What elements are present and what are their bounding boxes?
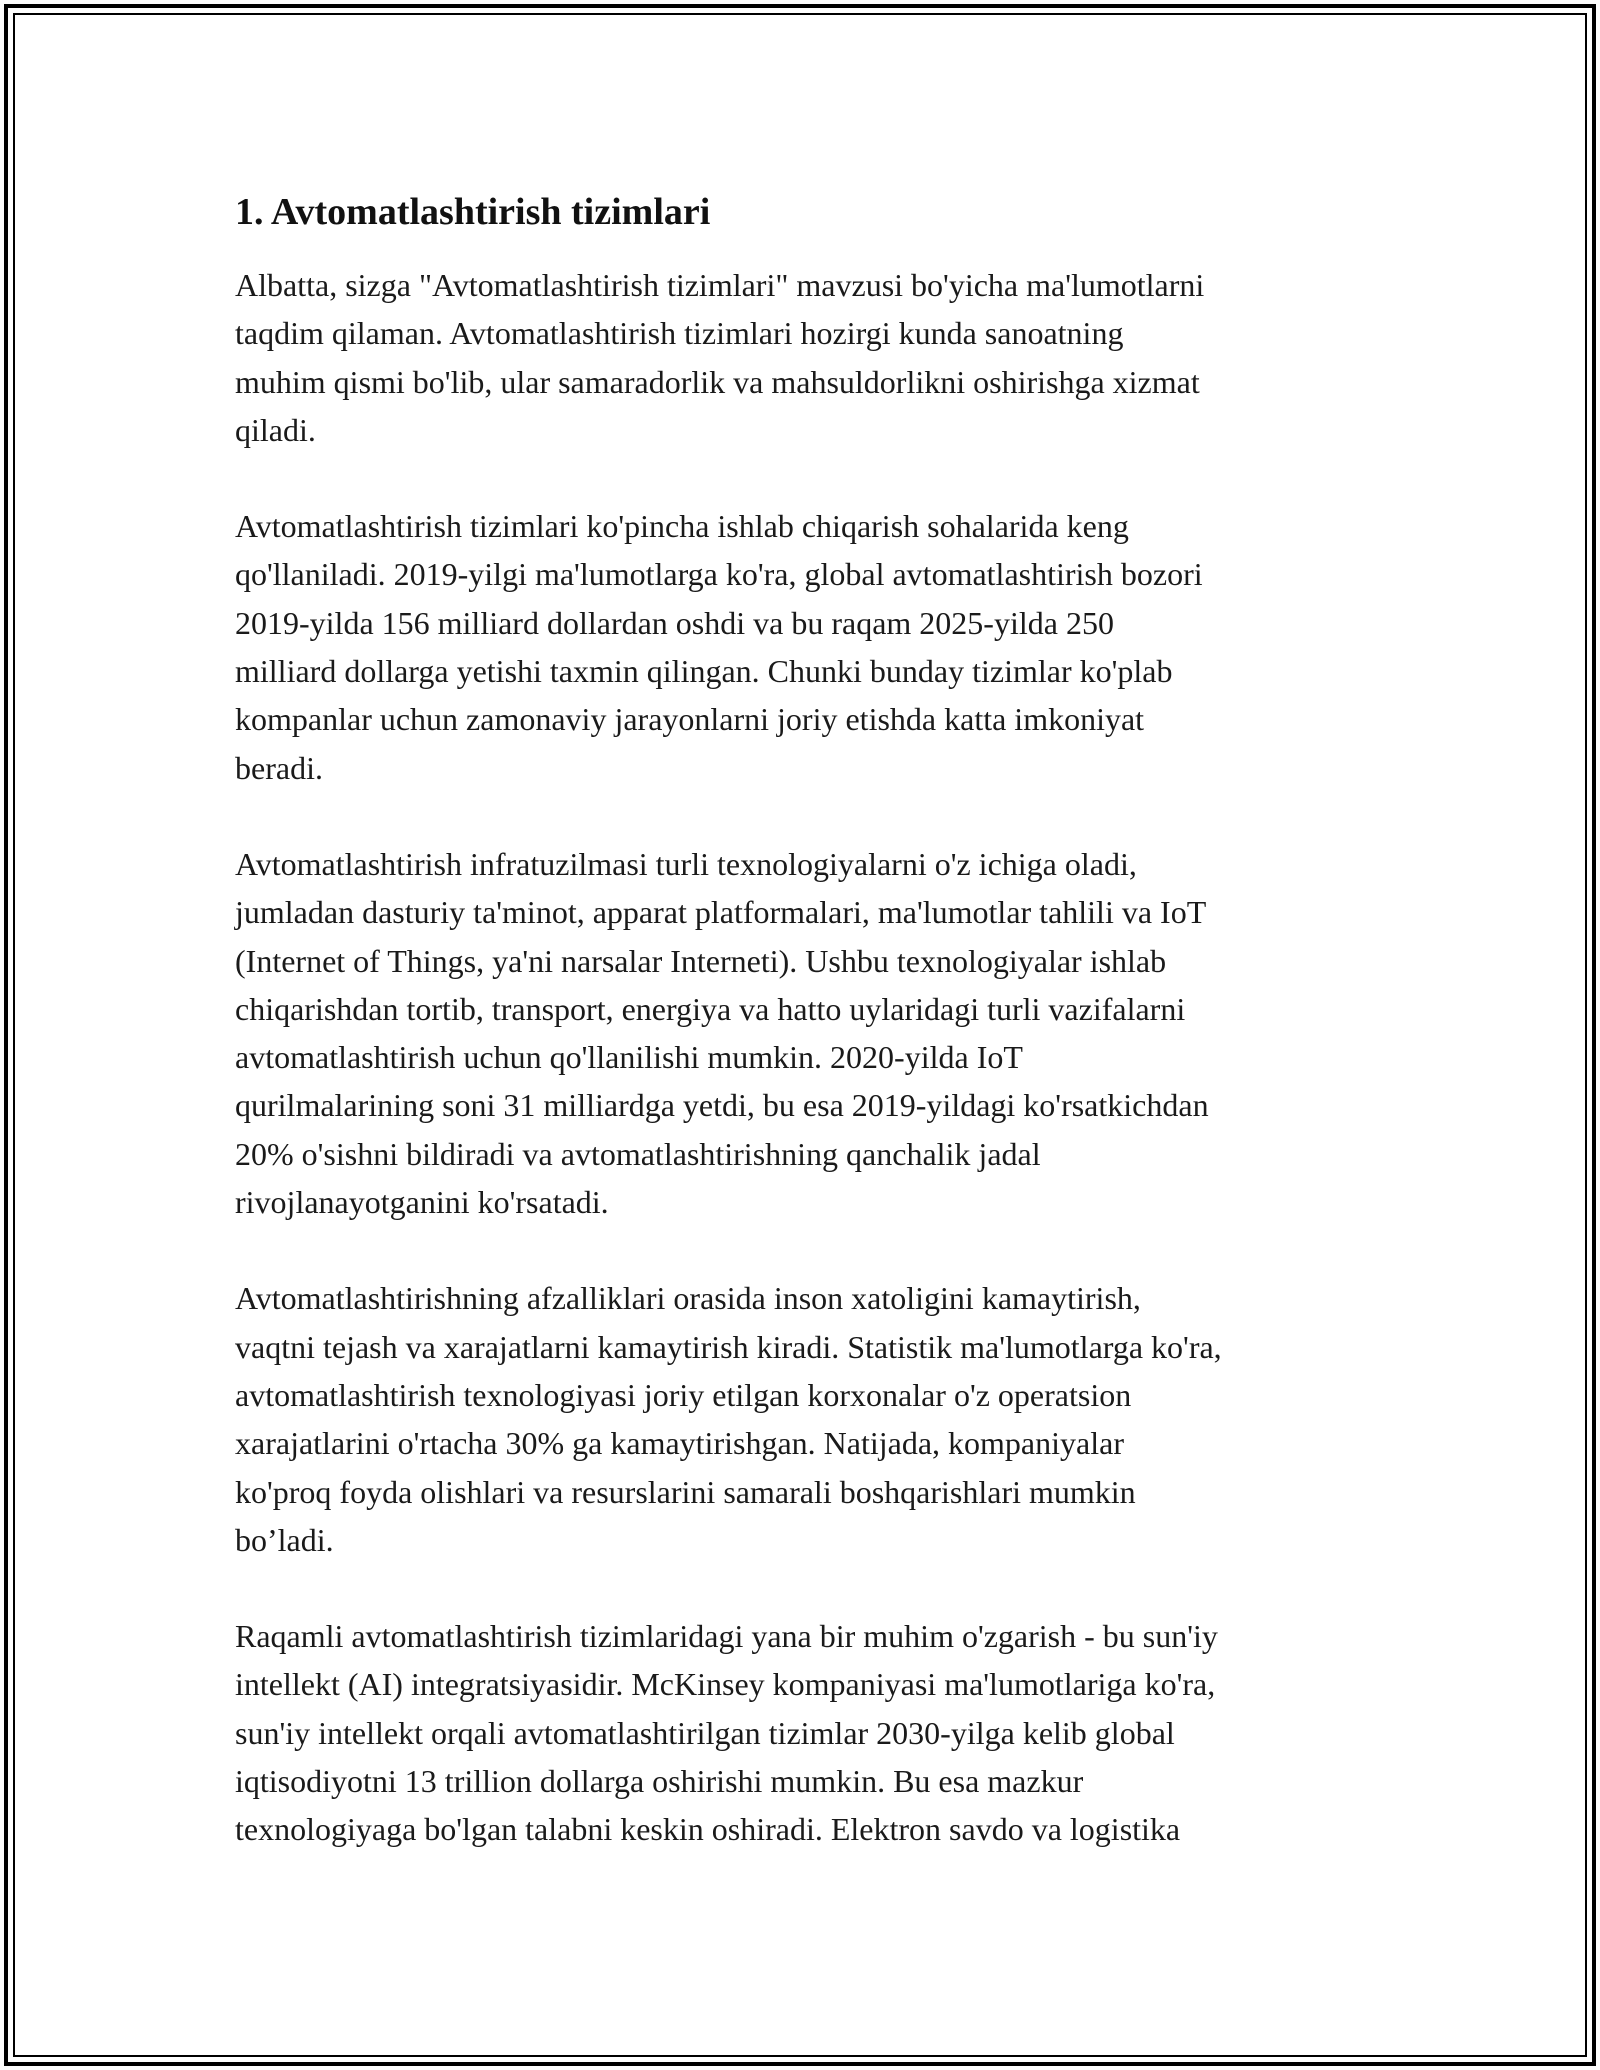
- text-line: Albatta, sizga "Avtomatlashtirish tizimlari" mavzusi bo'yicha ma'lumotlarni: [235, 267, 1205, 303]
- text-line: bo’ladi.: [235, 1521, 334, 1558]
- text-line: Raqamli avtomatlashtirish tizimlaridagi yana bir muhim o'zgarish - bu sun'iy: [235, 1618, 1218, 1655]
- text-line: Avtomatlashtirish tizimlari ko'pincha ishlab chiqarish sohalarida keng: [235, 508, 1129, 545]
- document-title: 1. Avtomatlashtirish tizimlari: [235, 191, 711, 233]
- text-line: avtomatlashtirish texnologiyasi joriy etilgan korxonalar o'z operatsion: [235, 1376, 1132, 1413]
- text-line: 20% o'sishni bildiradi va avtomatlashtirishning qanchalik jadal: [235, 1135, 1041, 1172]
- text-line: jumladan dasturiy ta'minot, apparat platformalari, ma'lumotlar tahlili va IoT: [235, 894, 1207, 931]
- paragraph-infrastructure: [235, 840, 1380, 1226]
- text-line: muhim qismi bo'lib, ular samaradorlik va mahsuldorlikni oshirishga xizmat: [235, 363, 1200, 400]
- paragraph-ai: [235, 1612, 1380, 1853]
- text-line: xarajatlarini o'rtacha 30% ga kamaytirishgan. Natijada, kompaniyalar: [235, 1425, 1124, 1462]
- text-line: ko'proq foyda olishlari va resurslarini samarali boshqarishlari mumkin: [235, 1473, 1136, 1510]
- text-line: (Internet of Things, ya'ni narsalar Interneti). Ushbu texnologiyalar ishlab: [235, 942, 1167, 979]
- text-line: rivojlanayotganini ko'rsatadi.: [235, 1184, 609, 1221]
- text-line: kompanlar uchun zamonaviy jarayonlarni joriy etishda katta imkoniyat: [235, 701, 1145, 738]
- paragraph-benefits: [235, 1274, 1380, 1564]
- text-line: qurilmalarining soni 31 milliardga yetdi, bu esa 2019-yildagi ko'rsatkichdan: [235, 1087, 1209, 1124]
- text-line: milliard dollarga yetishi taxmin qilingan. Chunki bunday tizimlar ko'plab: [235, 653, 1173, 690]
- text-line: taqdim qilaman. Avtomatlashtirish tizimlari hozirgi kunda sanoatning: [235, 315, 1124, 352]
- text-line: qiladi.: [235, 411, 316, 448]
- text-line: avtomatlashtirish uchun qo'llanilishi mumkin. 2020-yilda IoT: [235, 1039, 1023, 1076]
- text-line: chiqarishdan tortib, transport, energiya va hatto uylaridagi turli vazifalarni: [235, 990, 1186, 1027]
- text-line: beradi.: [235, 749, 323, 786]
- text-line: Avtomatlashtirishning afzalliklari orasida inson xatoligini kamaytirish,: [235, 1280, 1141, 1317]
- text-line: intellekt (AI) integratsiyasidir. McKinsey kompaniyasi ma'lumotlariga ko'ra,: [235, 1666, 1216, 1703]
- text-line: sun'iy intellekt orqali avtomatlashtirilgan tizimlar 2030-yilga kelib global: [235, 1714, 1175, 1751]
- text-line: iqtisodiyotni 13 trillion dollarga oshirishi mumkin. Bu esa mazkur: [235, 1763, 1084, 1800]
- text-line: vaqtni tejash va xarajatlarni kamaytirish kiradi. Statistik ma'lumotlarga ko'ra,: [235, 1328, 1222, 1365]
- document-body: [235, 185, 1380, 1902]
- text-line: Avtomatlashtirish infratuzilmasi turli texnologiyalarni o'z ichiga oladi,: [235, 845, 1137, 882]
- text-line: qo'llaniladi. 2019-yilgi ma'lumotlarga ko'ra, global avtomatlashtirish bozori: [235, 556, 1203, 593]
- text-line: 2019-yilda 156 milliard dollardan oshdi va bu raqam 2025-yilda 250: [235, 604, 1114, 641]
- paragraph-intro: [235, 261, 1380, 454]
- text-line: texnologiyaga bo'lgan talabni keskin oshiradi. Elektron savdo va logistika: [235, 1811, 1181, 1848]
- paragraph-market: [235, 502, 1380, 792]
